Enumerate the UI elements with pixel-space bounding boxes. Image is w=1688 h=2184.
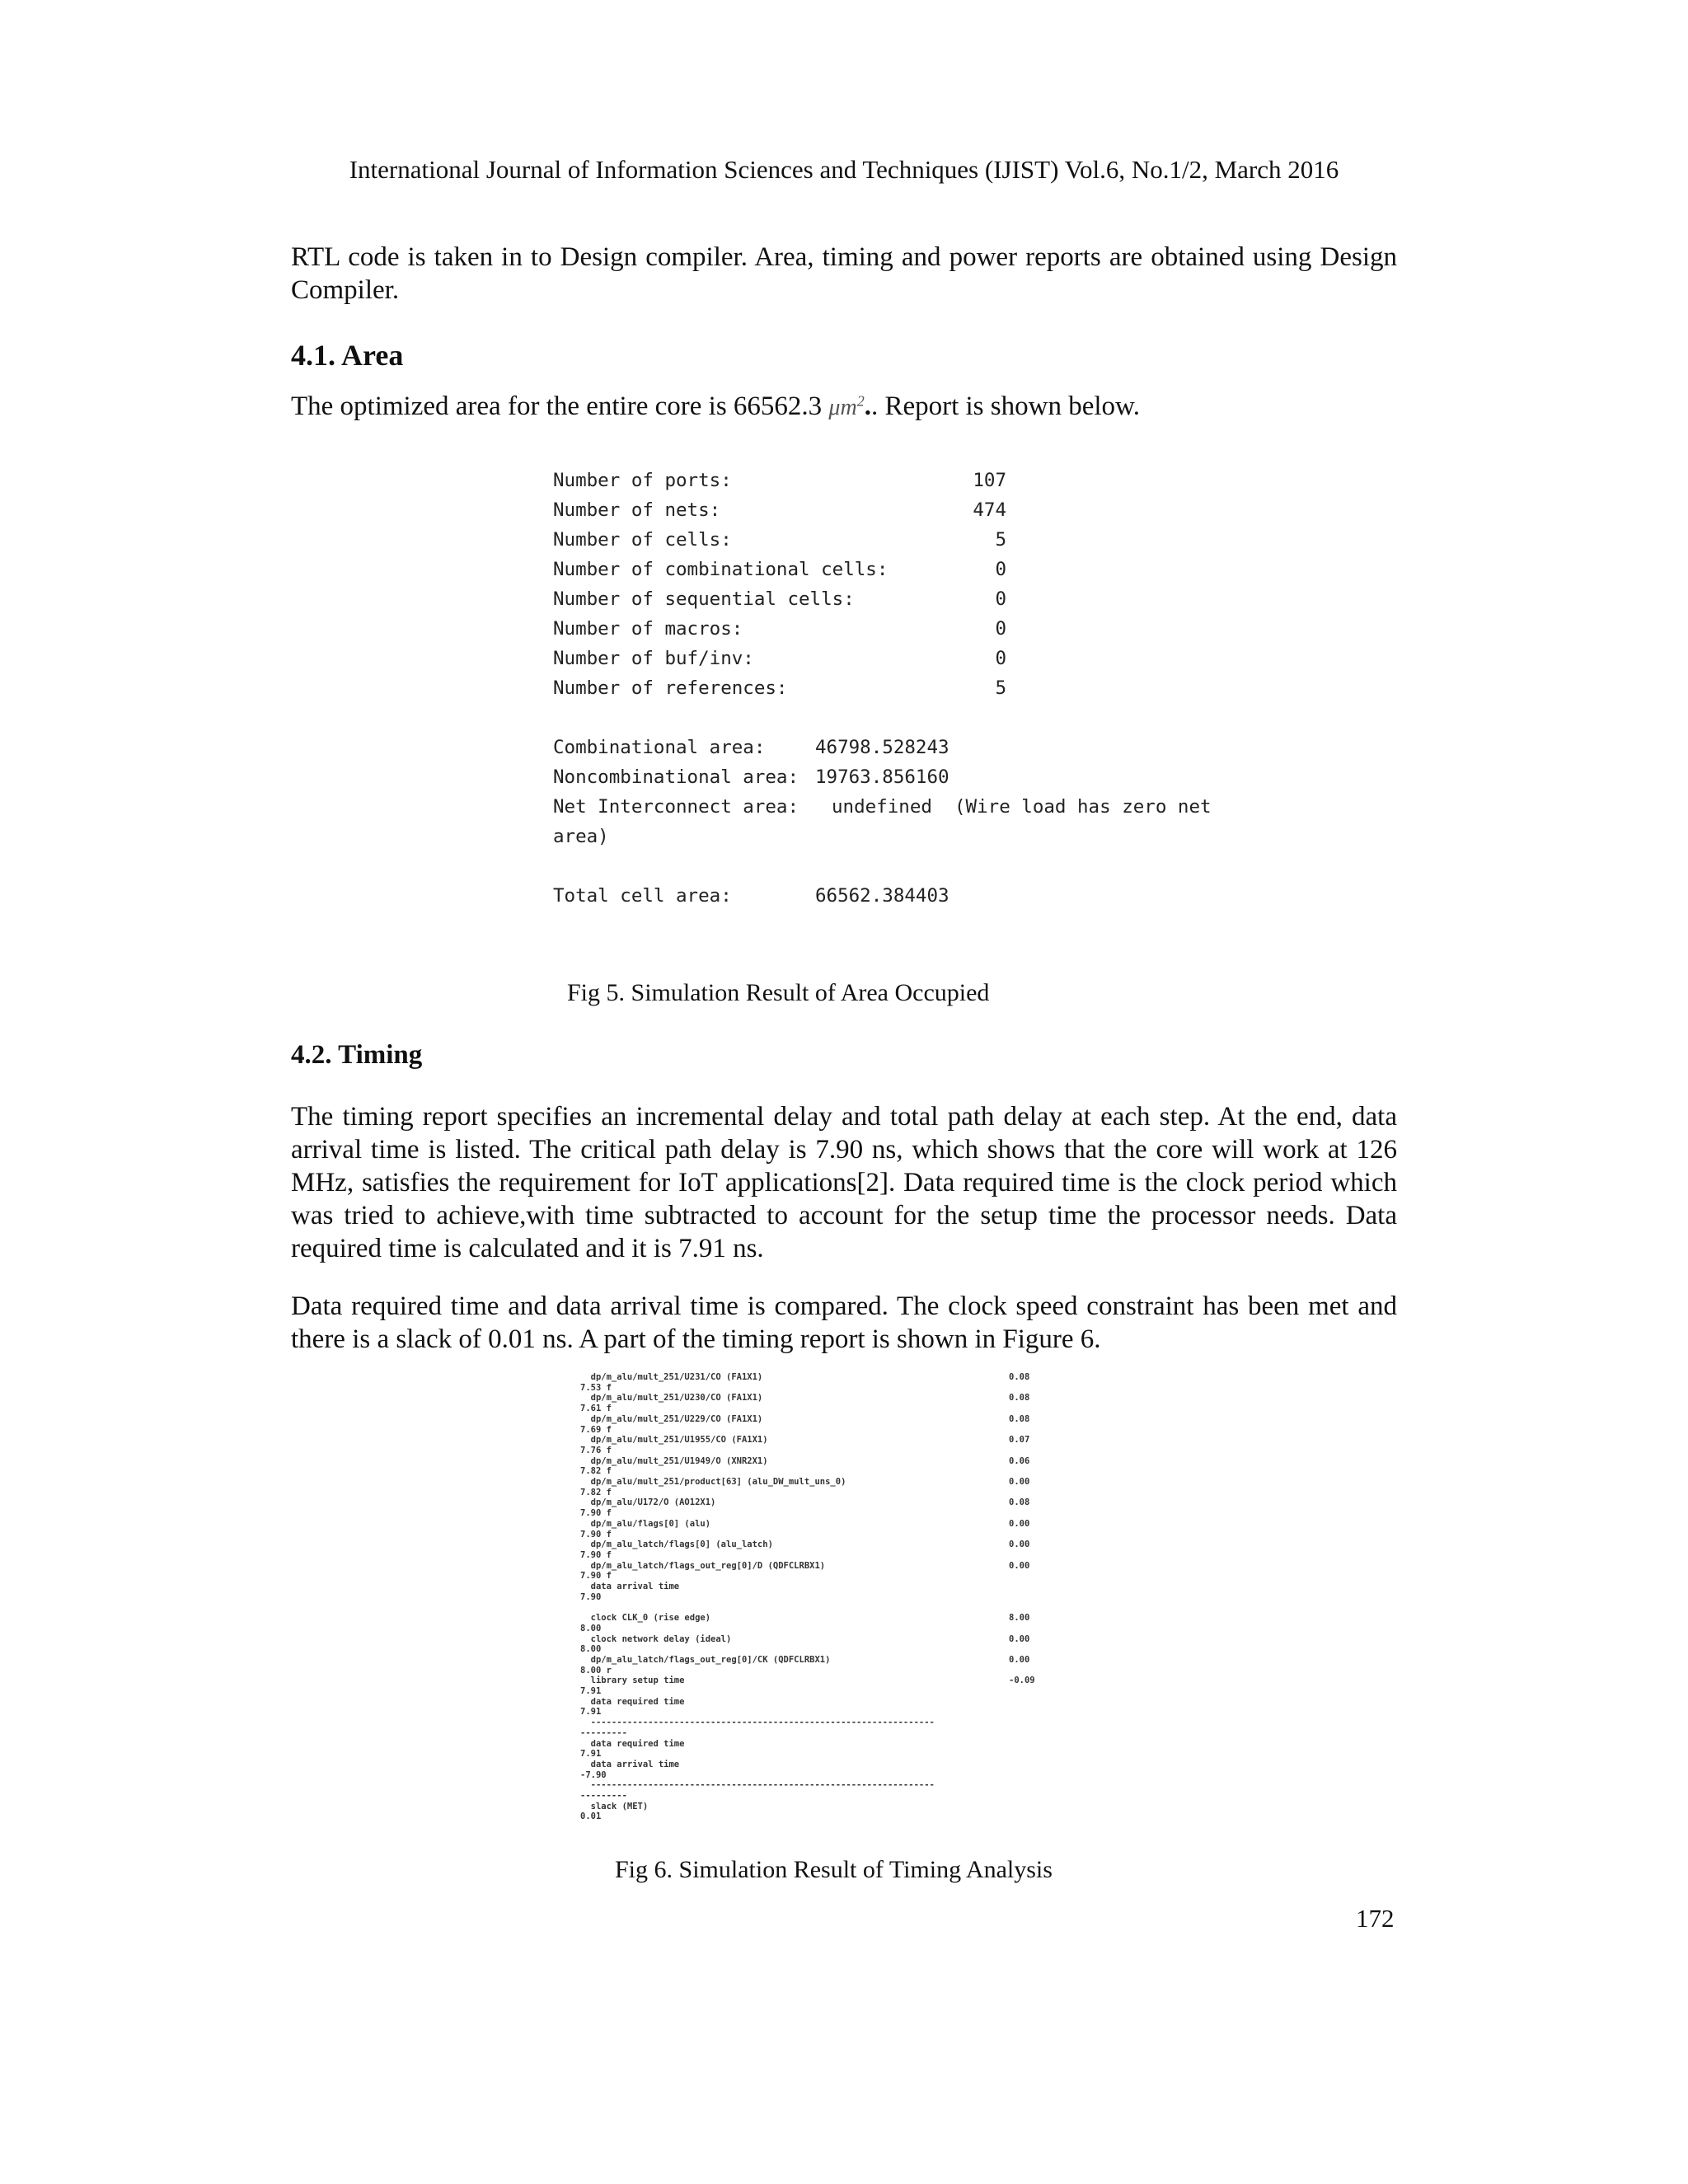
report-label: Net Interconnect area: — [553, 796, 799, 818]
report-value: 5 — [995, 677, 1006, 699]
timing-line-text: 7.91 — [580, 1707, 602, 1718]
timing-line — [580, 1592, 1083, 1603]
report-value: 474 — [973, 499, 1006, 521]
timing-line — [580, 1666, 1083, 1676]
timing-line — [580, 1634, 1083, 1645]
intro-paragraph: RTL code is taken in to Design compiler. Area, timing and power reports are obtained using Design Compiler. — [291, 242, 1397, 305]
running-header: International Journal of Information Sciences and Techniques (IJIST) Vol.6, No.1/2, March 2016 — [349, 155, 1339, 184]
timing-line-text: dp/m_alu_latch/flags_out_reg[0]/CK (QDFCLRBX1) — [580, 1654, 831, 1665]
timing-line-text: slack (MET) — [580, 1801, 649, 1811]
timing-line-value: 0.00 — [1009, 1518, 1030, 1529]
report-value: 0 — [995, 648, 1006, 669]
timing-line-text: 8.00 — [580, 1644, 602, 1655]
timing-line — [580, 1624, 1083, 1634]
timing-line-text: --------- — [580, 1791, 627, 1801]
timing-line — [580, 1675, 1083, 1686]
timing-line-text: ------------------------------------------------------------------ — [580, 1780, 935, 1791]
timing-line-value: 0.08 — [1009, 1413, 1030, 1424]
timing-line-text: dp/m_alu_latch/flags[0] (alu_latch) — [580, 1540, 773, 1550]
timing-line — [580, 1707, 1083, 1718]
timing-line-value: 0.00 — [1009, 1477, 1030, 1487]
area-text-after: . Report is shown below. — [870, 391, 1140, 421]
report-label: area) — [553, 826, 609, 847]
timing-line-text: clock CLK_0 (rise edge) — [580, 1613, 711, 1624]
timing-line — [580, 1435, 1083, 1446]
timing-line-text: --------- — [580, 1727, 627, 1738]
timing-line-value: -0.09 — [1009, 1675, 1035, 1686]
timing-line — [580, 1811, 1083, 1822]
timing-line — [580, 1655, 1083, 1666]
fig5-caption: Fig 5. Simulation Result of Area Occupied — [567, 979, 990, 1006]
timing-line — [580, 1414, 1083, 1425]
report-value: 5 — [995, 529, 1006, 551]
timing-line-value: 0.06 — [1009, 1455, 1030, 1466]
area-text-before: The optimized area for the entire core is 66562.3 — [291, 391, 823, 421]
timing-line-text: clock network delay (ideal) — [580, 1633, 732, 1644]
timing-line-text: 7.61 f — [580, 1404, 612, 1414]
timing-line-value: 0.08 — [1009, 1372, 1030, 1382]
timing-line-text: 8.00 — [580, 1623, 602, 1633]
timing-line — [580, 1644, 1083, 1655]
timing-line — [580, 1530, 1083, 1540]
timing-line — [580, 1791, 1083, 1802]
timing-line-text: dp/m_alu/U172/O (AO12X1) — [580, 1497, 716, 1508]
timing-line — [580, 1802, 1083, 1812]
timing-line — [580, 1571, 1083, 1582]
timing-line — [580, 1497, 1083, 1508]
report-label: Number of nets: — [553, 499, 721, 521]
timing-line-value: 0.00 — [1009, 1560, 1030, 1571]
timing-line-text: ------------------------------------------------------------------ — [580, 1718, 935, 1728]
timing-line — [580, 1749, 1083, 1760]
timing-line-text: 7.90 f — [580, 1529, 612, 1540]
timing-line-value: 0.00 — [1009, 1633, 1030, 1644]
timing-line-text: -7.90 — [580, 1769, 607, 1780]
timing-line — [580, 1561, 1083, 1572]
timing-line — [580, 1718, 1083, 1728]
report-label: Number of references: — [553, 677, 788, 699]
report-value: 0 — [995, 588, 1006, 610]
report-value: 107 — [973, 470, 1006, 491]
timing-line-text: library setup time — [580, 1675, 685, 1686]
timing-line — [580, 1393, 1083, 1404]
timing-line — [580, 1602, 1083, 1613]
timing-paragraph-1: The timing report specifies an incremental delay and total path delay at each step. At the end, data arrival time is listed. The critical path delay is 7.90 ns, which shows that the core will work at 126 MHz, satisfies the requirement for IoT applications[2]. Data required time is the clock period which was tried to achieve,with time subtracted to account for the setup time the processor needs. Data required time is calculated and it is 7.91 ns. — [291, 1102, 1397, 1263]
timing-line-text: 7.82 f — [580, 1487, 612, 1497]
timing-line-text: dp/m_alu/mult_251/product[63] (alu_DW_mult_uns_0) — [580, 1477, 846, 1487]
timing-line-text: 7.69 f — [580, 1424, 612, 1435]
timing-line-text: dp/m_alu_latch/flags_out_reg[0]/D (QDFCLRBX1) — [580, 1560, 826, 1571]
report-value: undefined (Wire load has zero net — [832, 796, 1212, 818]
section-heading-timing: 4.2. Timing — [291, 1040, 423, 1070]
timing-line-text: data arrival time — [580, 1582, 680, 1591]
timing-line-text: 7.90 f — [580, 1508, 612, 1519]
timing-line — [580, 1508, 1083, 1519]
report-label: Number of cells: — [553, 529, 732, 551]
timing-line — [580, 1728, 1083, 1739]
timing-line-text: dp/m_alu/mult_251/U1955/CO (FA1X1) — [580, 1435, 768, 1446]
timing-line-text: dp/m_alu/mult_251/U1949/O (XNR2X1) — [580, 1455, 768, 1466]
timing-line — [580, 1697, 1083, 1708]
timing-line — [580, 1466, 1083, 1477]
timing-line — [580, 1425, 1083, 1436]
timing-line-text: 7.82 f — [580, 1466, 612, 1477]
section-heading-area: 4.1. Area — [291, 339, 404, 372]
report-value: 46798.528243 — [815, 737, 950, 758]
unit-symbol: $\mu m^2$ — [828, 392, 865, 420]
timing-paragraph-2: Data required time and data arrival time is compared. The clock speed constraint has been met and there is a slack of 0.01 ns. A part of the timing report is shown in Figure 6. — [291, 1291, 1397, 1354]
report-label: Number of ports: — [553, 470, 732, 491]
timing-line-text: dp/m_alu/mult_251/U231/CO (FA1X1) — [580, 1372, 763, 1382]
report-value: 0 — [995, 618, 1006, 640]
timing-line-text: 7.91 — [580, 1749, 602, 1760]
timing-line — [580, 1488, 1083, 1498]
report-label: Noncombinational area: — [553, 766, 799, 788]
timing-line — [580, 1477, 1083, 1488]
timing-line — [580, 1540, 1083, 1550]
timing-line-value: 0.07 — [1009, 1435, 1030, 1446]
timing-line-text: data required time — [580, 1696, 685, 1707]
timing-line — [580, 1613, 1083, 1624]
area-summary-line: The optimized area for the entire core is 66562.3 $\mu m^2$.. Report is shown below. — [291, 391, 1140, 421]
report-label: Combinational area: — [553, 737, 766, 758]
report-label: Number of sequential cells: — [553, 588, 855, 610]
timing-line-text: 7.90 f — [580, 1549, 612, 1560]
timing-line-text: dp/m_alu/mult_251/U229/CO (FA1X1) — [580, 1413, 763, 1424]
timing-line-value: 0.08 — [1009, 1497, 1030, 1508]
timing-line — [580, 1446, 1083, 1456]
timing-line — [580, 1770, 1083, 1781]
timing-line — [580, 1456, 1083, 1467]
timing-line — [580, 1582, 1083, 1592]
timing-line-text: 8.00 r — [580, 1665, 612, 1675]
timing-line-text: 7.76 f — [580, 1445, 612, 1455]
timing-line — [580, 1404, 1083, 1414]
report-value: 0 — [995, 559, 1006, 580]
timing-line — [580, 1780, 1083, 1791]
timing-line — [580, 1372, 1083, 1383]
timing-line-text: 7.53 f — [580, 1382, 612, 1393]
timing-line — [580, 1760, 1083, 1770]
report-label: Number of macros: — [553, 618, 743, 640]
timing-line-text: 7.91 — [580, 1686, 602, 1696]
report-label: Total cell area: — [553, 885, 732, 907]
timing-line-value: 0.08 — [1009, 1393, 1030, 1404]
report-label: Number of combinational cells: — [553, 559, 889, 580]
report-label: Number of buf/inv: — [553, 648, 754, 669]
page-number: 172 — [1356, 1904, 1395, 1933]
report-value: 19763.856160 — [815, 766, 950, 788]
timing-line-text: dp/m_alu/flags[0] (alu) — [580, 1518, 711, 1529]
report-value: 66562.384403 — [815, 885, 950, 907]
timing-line-text: 7.90 — [580, 1591, 602, 1602]
timing-line-value: 8.00 — [1009, 1613, 1030, 1624]
timing-line-text: data required time — [580, 1738, 685, 1749]
timing-line — [580, 1519, 1083, 1530]
timing-line — [580, 1550, 1083, 1561]
timing-line-value: 0.00 — [1009, 1654, 1030, 1665]
timing-line-text: dp/m_alu/mult_251/U230/CO (FA1X1) — [580, 1393, 763, 1404]
timing-line — [580, 1383, 1083, 1394]
timing-line — [580, 1686, 1083, 1697]
timing-line-text: 0.01 — [580, 1811, 602, 1822]
fig6-caption: Fig 6. Simulation Result of Timing Analysis — [615, 1856, 1053, 1883]
timing-line-text: data arrival time — [580, 1759, 680, 1769]
timing-line — [580, 1739, 1083, 1750]
timing-line-text: 7.90 f — [580, 1571, 612, 1582]
timing-line-value: 0.00 — [1009, 1540, 1030, 1550]
